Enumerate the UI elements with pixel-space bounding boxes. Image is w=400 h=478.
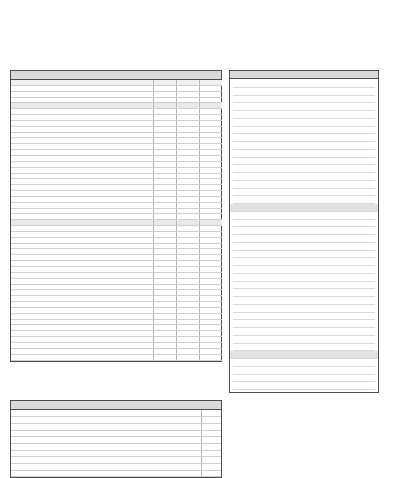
options-equipment-panel	[10, 70, 222, 362]
standard-feature-item	[233, 328, 375, 336]
measurement-label	[11, 443, 201, 450]
measurements-heading	[11, 401, 221, 410]
measurement-row	[11, 417, 221, 424]
standard-feature-item	[233, 297, 375, 305]
measurement-label	[11, 457, 201, 464]
measurement-row	[11, 443, 221, 450]
standard-feature-item	[233, 96, 375, 104]
measurement-value	[201, 430, 221, 437]
standard-feature-item	[233, 103, 375, 111]
standard-feature-item	[233, 142, 375, 150]
standard-feature-item	[233, 313, 375, 321]
standard-feature-item	[233, 158, 375, 166]
measurement-row	[11, 437, 221, 444]
standard-feature-item	[233, 80, 375, 88]
measurement-value	[201, 443, 221, 450]
standard-feature-item	[233, 289, 375, 297]
options-footnotes	[10, 365, 222, 389]
standard-feature-item	[233, 111, 375, 119]
standard-feature-item	[233, 235, 375, 243]
measurement-value	[201, 470, 221, 477]
measurement-value	[201, 437, 221, 444]
measurement-value	[201, 457, 221, 464]
options-table-body	[11, 80, 222, 360]
standard-feature-item	[233, 251, 375, 259]
standard-feature-item	[233, 119, 375, 127]
standard-feature-item	[233, 227, 375, 235]
measurement-value	[201, 463, 221, 470]
measurements-panel	[10, 400, 222, 478]
standard-feature-item	[233, 189, 375, 197]
options-table	[11, 80, 222, 361]
standard-feature-item	[233, 88, 375, 96]
option-availability-cell	[176, 354, 199, 360]
right-column	[229, 70, 379, 393]
left-column	[10, 70, 222, 478]
standard-feature-item	[230, 351, 378, 359]
measurement-row	[11, 430, 221, 437]
standard-feature-item	[233, 274, 375, 282]
measurement-label	[11, 463, 201, 470]
standard-feature-item	[233, 165, 375, 173]
standard-feature-item	[233, 173, 375, 181]
standard-feature-item	[233, 305, 375, 313]
standard-feature-item	[233, 336, 375, 344]
options-table-heading	[11, 71, 221, 80]
standard-feature-item	[233, 127, 375, 135]
measurement-label	[11, 470, 201, 477]
standard-feature-item	[230, 204, 378, 212]
measurement-row	[11, 457, 221, 464]
standard-feature-item	[233, 359, 375, 367]
standard-feature-item	[233, 266, 375, 274]
option-feature-cell	[11, 354, 153, 360]
standard-feature-item	[233, 134, 375, 142]
standard-feature-item	[233, 344, 375, 352]
standard-feature-item	[233, 382, 375, 390]
standard-feature-item	[233, 220, 375, 228]
standard-feature-item	[233, 367, 375, 375]
measurement-value	[201, 450, 221, 457]
measurement-label	[11, 437, 201, 444]
standard-feature-item	[233, 258, 375, 266]
standard-feature-item	[233, 282, 375, 290]
footnote-line	[10, 384, 222, 389]
measurement-label	[11, 417, 201, 424]
measurement-label	[11, 430, 201, 437]
standard-features-panel	[229, 70, 379, 393]
standard-feature-item	[233, 150, 375, 158]
measurement-value	[201, 423, 221, 430]
standard-feature-item	[233, 181, 375, 189]
measurement-row	[11, 470, 221, 477]
measurements-table-body	[11, 410, 221, 476]
standard-feature-item	[233, 212, 375, 220]
measurement-value	[201, 417, 221, 424]
option-availability-cell	[199, 354, 222, 360]
standard-feature-item	[233, 196, 375, 204]
standard-feature-item	[233, 320, 375, 328]
standard-features-heading	[230, 71, 378, 79]
option-availability-cell	[153, 354, 176, 360]
measurement-row	[11, 450, 221, 457]
measurement-row	[11, 463, 221, 470]
measurement-row	[11, 423, 221, 430]
standard-features-list	[230, 79, 378, 392]
measurement-label	[11, 423, 201, 430]
standard-feature-item	[233, 375, 375, 383]
measurements-table	[11, 410, 221, 477]
standard-feature-item	[233, 243, 375, 251]
options-table-row	[11, 354, 222, 360]
measurement-label	[11, 450, 201, 457]
